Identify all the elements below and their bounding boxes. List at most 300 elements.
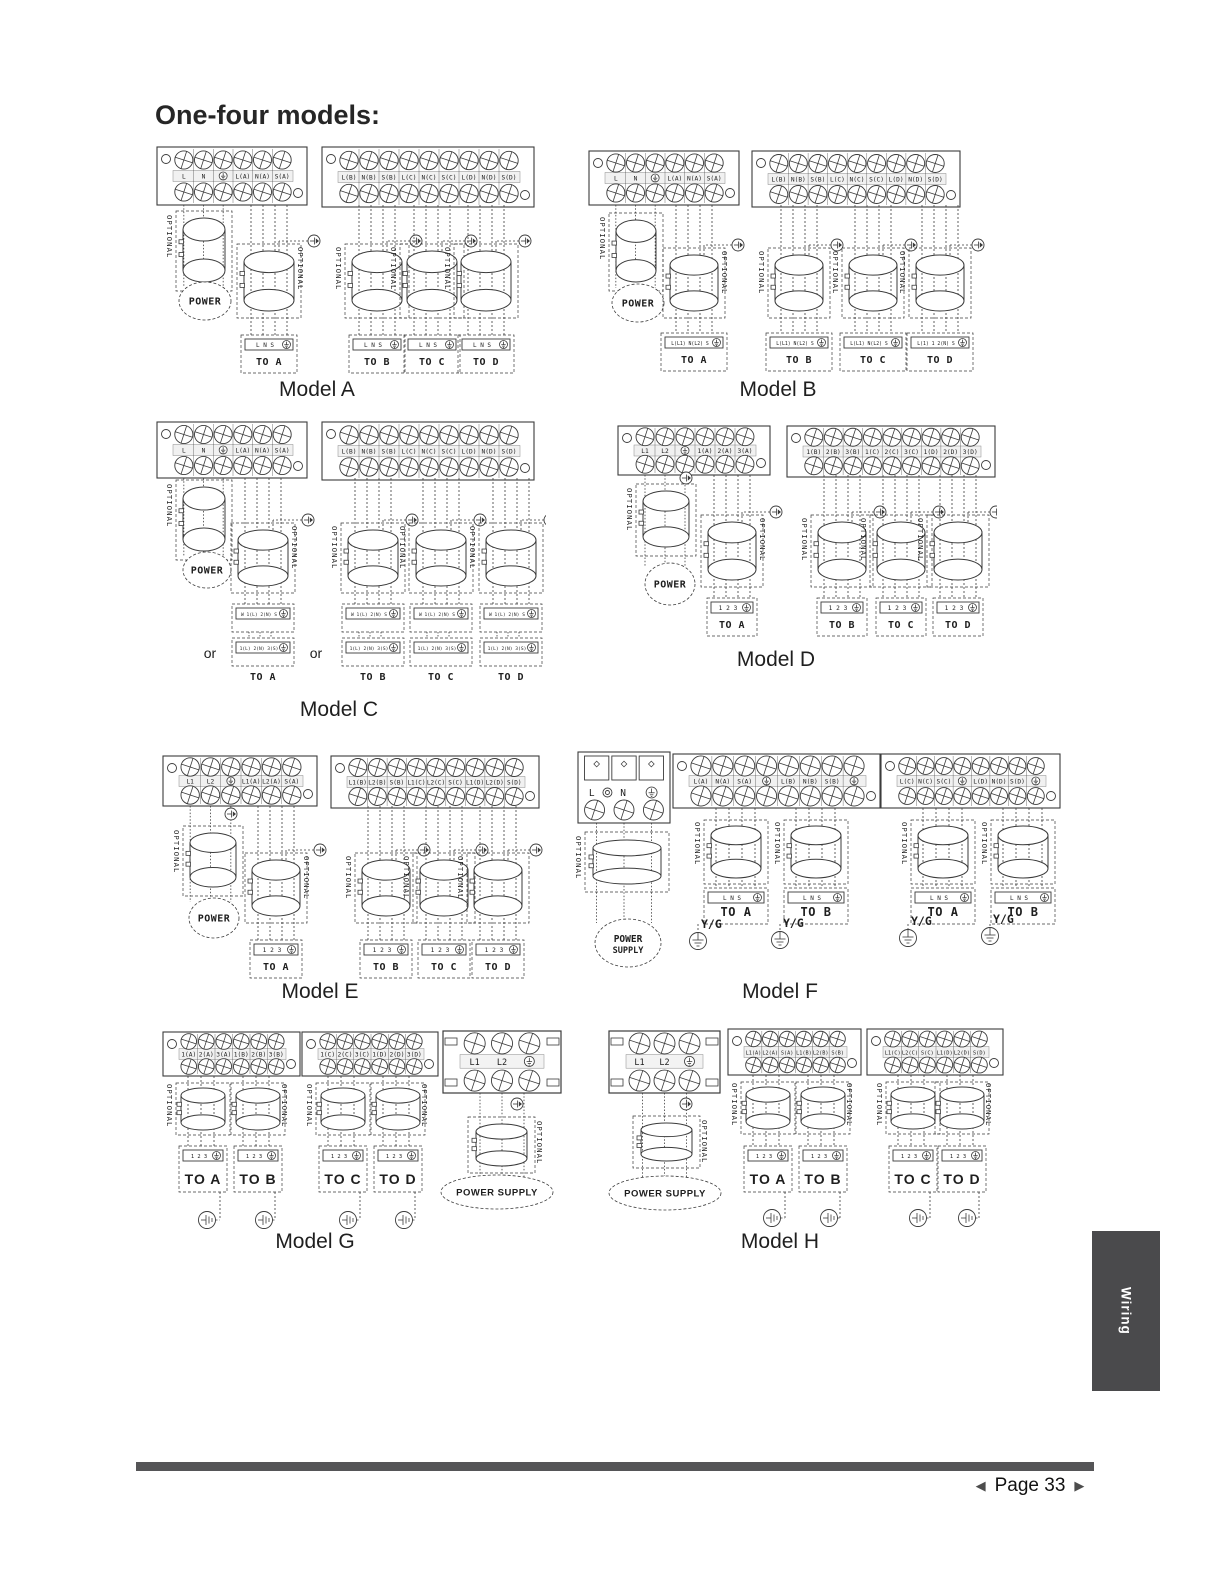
ground-icon bbox=[446, 341, 454, 349]
to-unit-label: TO A bbox=[249, 672, 277, 683]
ground-icon bbox=[961, 894, 969, 902]
to-unit-label: TO B bbox=[372, 962, 400, 973]
to-unit-label: TO B bbox=[804, 1171, 842, 1187]
strip-label: 1 2 3 bbox=[900, 1154, 918, 1161]
optional-label: OPTIONAL bbox=[165, 215, 174, 259]
indoor-unit-connector bbox=[410, 638, 472, 666]
terminal-label: L2 bbox=[659, 1058, 670, 1069]
transformer-cylinder bbox=[240, 251, 294, 311]
optional-label: OPTIONAL bbox=[693, 822, 702, 866]
power-source-label: POWER SUPPLY bbox=[624, 1188, 706, 1200]
model-b-label: Model B bbox=[739, 378, 817, 401]
transformer-cylinder bbox=[470, 860, 522, 916]
optional-label: OPTIONAL bbox=[875, 1083, 884, 1127]
to-unit-label: TO C bbox=[859, 355, 887, 366]
to-unit-label: TO B bbox=[239, 1171, 277, 1187]
terminal-label: L(D) bbox=[461, 448, 477, 456]
to-unit-label: TO A bbox=[262, 962, 290, 973]
earth-ground-icon bbox=[982, 928, 999, 945]
power-source-label: POWER bbox=[197, 913, 231, 925]
ground-icon bbox=[391, 341, 399, 349]
branch-terminal-block-ab bbox=[673, 753, 880, 808]
terminal-label: N bbox=[633, 175, 638, 183]
ground-icon bbox=[524, 1056, 534, 1066]
strip-label: 1(L) 2(N) 3(S) bbox=[487, 647, 527, 653]
model-h-label: Model H bbox=[740, 1230, 820, 1253]
ground-terminal-icon bbox=[225, 808, 237, 820]
transformer-cylinder bbox=[457, 251, 511, 311]
ground-terminal-icon bbox=[544, 514, 546, 526]
indoor-unit-connector bbox=[933, 598, 983, 636]
footer-divider bbox=[136, 1462, 1094, 1471]
terminal-label: L(C) bbox=[401, 174, 417, 182]
branch-terminal-block-ab bbox=[163, 1032, 300, 1077]
indoor-unit-connector bbox=[799, 1146, 847, 1192]
indoor-unit-connector bbox=[480, 638, 542, 666]
strip-label: 1 2 3 bbox=[718, 605, 738, 613]
power-source bbox=[609, 1176, 721, 1210]
power-source-label: POWER bbox=[653, 579, 687, 591]
branch-terminal-block bbox=[322, 422, 534, 480]
optional-label: OPTIONAL bbox=[302, 856, 311, 900]
optional-label: OPTIONAL bbox=[305, 1084, 314, 1128]
terminal-label: N(B) bbox=[361, 174, 377, 182]
ground-icon bbox=[912, 604, 920, 612]
strip-label: L N S bbox=[802, 895, 822, 903]
model-g-diagram bbox=[152, 1022, 572, 1248]
ground-terminal-icon bbox=[314, 844, 326, 856]
terminal-label: L2 bbox=[661, 448, 669, 456]
to-unit-label: TO D bbox=[497, 672, 525, 683]
terminal-label: L2(A) bbox=[762, 1050, 779, 1057]
model-e-label: Model E bbox=[281, 980, 359, 1003]
power-source-label: SUPPLY bbox=[612, 946, 644, 956]
optional-label: OPTIONAL bbox=[700, 1120, 709, 1164]
strip-label: L N S bbox=[418, 342, 438, 350]
terminal-label: 1(A) bbox=[181, 1051, 197, 1059]
terminal-label: S(D) bbox=[927, 176, 943, 184]
ground-terminal-icon bbox=[474, 514, 486, 526]
transformer-cylinder bbox=[707, 826, 761, 878]
optional-label: OPTIONAL bbox=[831, 251, 840, 295]
ground-terminal-icon bbox=[972, 239, 984, 251]
ground-icon bbox=[763, 777, 771, 785]
strip-label: L N S bbox=[363, 342, 383, 350]
strip-label: W 1(L) 2(N) S bbox=[419, 613, 455, 619]
to-unit-label: TO A bbox=[184, 1171, 222, 1187]
transformer-cylinder bbox=[666, 255, 718, 311]
ground-icon bbox=[743, 604, 751, 612]
ground-terminal-icon bbox=[732, 239, 744, 251]
branch-terminal-block-cd bbox=[881, 754, 1060, 808]
terminal-label: L2(C) bbox=[426, 779, 446, 787]
terminal-label: S(D) bbox=[506, 779, 522, 787]
terminal-label: N(D) bbox=[908, 176, 924, 184]
terminal-label: N bbox=[201, 447, 206, 455]
branch-terminal-block-cd bbox=[302, 1032, 438, 1077]
indoor-unit-connector bbox=[232, 604, 294, 632]
to-unit-label: TO C bbox=[324, 1171, 362, 1187]
terminal-label: 2(C) bbox=[337, 1051, 353, 1059]
ground-terminal-icon bbox=[530, 844, 542, 856]
optional-label: OPTIONAL bbox=[296, 247, 305, 291]
indoor-unit-connector bbox=[349, 335, 405, 373]
terminal-label: N(A) bbox=[715, 778, 731, 786]
terminal-label: N bbox=[201, 173, 206, 181]
indoor-unit-connector bbox=[744, 1146, 792, 1192]
indoor-unit-connector bbox=[817, 598, 867, 636]
next-page-icon[interactable]: ▶ bbox=[1074, 1478, 1085, 1493]
strip-label: L N S bbox=[1009, 895, 1029, 903]
indoor-unit-connector bbox=[234, 1146, 282, 1192]
main-terminal-block bbox=[163, 755, 317, 806]
transformer-cylinder bbox=[787, 826, 841, 878]
ground-icon bbox=[408, 1152, 416, 1160]
main-terminal-block bbox=[618, 425, 770, 475]
power-source-label: POWER bbox=[621, 298, 655, 310]
strip-label: 1 2 3 bbox=[430, 947, 450, 955]
indoor-unit-connector bbox=[889, 1146, 937, 1192]
terminal-label: 3(B) bbox=[845, 449, 861, 457]
strip-label: 1 2 3 bbox=[262, 947, 282, 955]
terminal-label: S(D) bbox=[1009, 778, 1025, 786]
wiring-section-tab[interactable] bbox=[1092, 1231, 1160, 1391]
transformer-cylinder bbox=[994, 826, 1048, 878]
branch-terminal-block bbox=[787, 426, 995, 477]
transformer-cylinder bbox=[234, 530, 288, 586]
power-source bbox=[179, 282, 231, 320]
ground-terminal-icon bbox=[990, 506, 997, 518]
model-c-diagram bbox=[148, 418, 546, 700]
yg-label: Y/G bbox=[701, 917, 722, 931]
terminal-label: S(B) bbox=[831, 1050, 844, 1057]
power-source bbox=[612, 284, 664, 322]
terminal-label: L2(A) bbox=[262, 778, 281, 786]
strip-label: L N S bbox=[929, 895, 949, 903]
indoor-unit-connector bbox=[458, 335, 514, 373]
strip-label: 1 2 3 bbox=[372, 947, 392, 955]
model-d-label: Model D bbox=[736, 648, 816, 671]
terminal-label: S(A) bbox=[706, 175, 722, 183]
page-title: One-four models: bbox=[155, 100, 381, 130]
ground-terminal-icon bbox=[905, 239, 917, 251]
terminal-label: L(C) bbox=[829, 176, 845, 184]
power-source bbox=[441, 1175, 553, 1209]
terminal-label: N(D) bbox=[991, 778, 1007, 786]
terminal-label: L1(B) bbox=[348, 779, 367, 787]
to-unit-label: TO B bbox=[359, 672, 387, 683]
branch-terminal-block-cd bbox=[867, 1029, 1003, 1075]
terminal-label: 1(B) bbox=[233, 1051, 249, 1059]
strip-label: L N S bbox=[722, 895, 742, 903]
ground-icon bbox=[853, 604, 861, 612]
strip-label: L(L1) N(L2) S bbox=[671, 342, 709, 348]
terminal-label: N(A) bbox=[255, 173, 270, 181]
strip-label: L(L1) N(L2) S bbox=[776, 342, 814, 348]
optional-label: OPTIONAL bbox=[758, 518, 767, 562]
terminal-label: L1 bbox=[641, 448, 649, 456]
to-unit-label: TO C bbox=[894, 1171, 932, 1187]
model-b-diagram bbox=[585, 143, 990, 381]
ground-icon bbox=[458, 610, 466, 618]
terminal-label: L1(B) bbox=[796, 1050, 812, 1057]
to-unit-label: TO B bbox=[828, 620, 856, 631]
ground-terminal-icon bbox=[770, 506, 782, 518]
terminal-label: N(C) bbox=[918, 778, 934, 786]
strip-label: 1 2 3 bbox=[484, 947, 504, 955]
optional-label: OPTIONAL bbox=[344, 856, 353, 900]
indoor-unit-connector bbox=[232, 638, 294, 666]
main-terminal-block bbox=[589, 151, 739, 205]
ground-icon bbox=[646, 787, 657, 798]
or-label: or bbox=[309, 645, 323, 661]
terminal-label: 1(A) bbox=[697, 448, 713, 456]
to-unit-label: TO A bbox=[749, 1171, 787, 1187]
terminal-label: N(B) bbox=[361, 448, 377, 456]
to-unit-label: TO D bbox=[379, 1171, 417, 1187]
optional-label: OPTIONAL bbox=[773, 822, 782, 866]
to-unit-label: TO C bbox=[427, 672, 455, 683]
earth-ground-icon bbox=[256, 1212, 273, 1229]
model-g-label: Model G bbox=[275, 1230, 355, 1253]
ground-icon bbox=[1032, 777, 1040, 785]
terminal-label: S(A) bbox=[284, 778, 300, 786]
terminal-label: N(C) bbox=[849, 176, 865, 184]
indoor-unit-connector bbox=[342, 638, 404, 666]
ground-icon bbox=[713, 339, 721, 347]
model-d-diagram bbox=[612, 418, 997, 650]
to-unit-label: TO D bbox=[926, 355, 954, 366]
terminal-label: 1(D) bbox=[923, 449, 939, 457]
transformer-cylinder bbox=[589, 840, 661, 884]
ground-terminal-icon bbox=[874, 506, 886, 518]
ground-icon bbox=[213, 1152, 221, 1160]
terminal-label: L(B) bbox=[341, 174, 357, 182]
earth-ground-icon bbox=[910, 1210, 927, 1227]
to-unit-label: TO B bbox=[1007, 905, 1039, 919]
ground-icon bbox=[390, 644, 398, 652]
optional-label: OPTIONAL bbox=[389, 247, 398, 291]
to-unit-label: TO D bbox=[944, 620, 972, 631]
strip-label: 1 2 3 bbox=[944, 605, 964, 613]
terminal-label: 1(D) bbox=[372, 1051, 388, 1059]
optional-label: OPTIONAL bbox=[402, 856, 411, 900]
indoor-unit-connector bbox=[661, 333, 727, 371]
ground-icon bbox=[510, 946, 518, 954]
optional-label: OPTIONAL bbox=[280, 1084, 289, 1128]
strip-label: 1 2 3 bbox=[190, 1154, 208, 1161]
ground-icon bbox=[651, 174, 659, 182]
optional-label: OPTIONAL bbox=[845, 1083, 854, 1127]
transformer-cylinder bbox=[912, 255, 964, 311]
terminal-label: S(C) bbox=[869, 176, 885, 184]
terminal-label: 3(A) bbox=[737, 448, 753, 456]
to-unit-label: TO B bbox=[785, 355, 813, 366]
main-terminal-block bbox=[157, 422, 307, 478]
terminal-label: N(A) bbox=[255, 447, 270, 455]
model-a-diagram bbox=[150, 143, 542, 381]
optional-label: OPTIONAL bbox=[757, 251, 766, 295]
transformer-cylinder bbox=[639, 491, 689, 547]
model-f-label: Model F bbox=[742, 980, 818, 1003]
strip-label: W 1(L) 2(N) S bbox=[351, 613, 387, 619]
optional-label: OPTIONAL bbox=[859, 518, 868, 562]
to-unit-label: TO C bbox=[430, 962, 458, 973]
terminal-label: L1(C) bbox=[407, 779, 426, 787]
transformer-cylinder bbox=[412, 530, 466, 586]
model-h-diagram bbox=[598, 1022, 1018, 1248]
earth-ground-icon bbox=[959, 1210, 976, 1227]
indoor-unit-connector bbox=[410, 604, 472, 632]
strip-label: 1 2 3 bbox=[755, 1154, 773, 1161]
optional-label: OPTIONAL bbox=[468, 526, 477, 570]
ground-icon bbox=[390, 610, 398, 618]
terminal-label: N(B) bbox=[802, 778, 818, 786]
optional-label: OPTIONAL bbox=[172, 830, 181, 874]
terminal-label: L1(D) bbox=[936, 1050, 953, 1057]
earth-ground-icon bbox=[690, 933, 707, 950]
ground-icon bbox=[353, 1152, 361, 1160]
branch-terminal-block bbox=[331, 756, 539, 808]
transformer-cylinder bbox=[472, 1124, 527, 1166]
ground-icon bbox=[280, 610, 288, 618]
optional-label: OPTIONAL bbox=[625, 488, 634, 532]
power-source bbox=[189, 898, 239, 938]
ground-icon bbox=[219, 446, 227, 454]
terminal-label: N(B) bbox=[790, 176, 806, 184]
prev-page-icon[interactable]: ◀ bbox=[975, 1478, 986, 1493]
ground-terminal-icon bbox=[680, 1098, 692, 1110]
strip-label: 1 2 3 bbox=[245, 1154, 263, 1161]
transformer-cylinder bbox=[179, 487, 225, 551]
optional-label: OPTIONAL bbox=[398, 526, 407, 570]
terminal-label: L1 bbox=[186, 778, 194, 786]
page-navigation bbox=[955, 1471, 1105, 1501]
terminal-label: S(C) bbox=[441, 448, 457, 456]
ground-terminal-icon bbox=[410, 235, 422, 247]
terminal-label: S(D) bbox=[501, 174, 517, 182]
ground-icon bbox=[833, 1152, 841, 1160]
ground-icon bbox=[268, 1152, 276, 1160]
terminal-label: L(C) bbox=[401, 448, 417, 456]
terminal-label: L(A) bbox=[693, 778, 709, 786]
terminal-label: S(C) bbox=[441, 174, 457, 182]
branch-terminal-block bbox=[752, 151, 960, 207]
strip-label: L N S bbox=[255, 342, 275, 350]
ground-icon bbox=[834, 894, 842, 902]
ground-icon bbox=[1041, 894, 1049, 902]
model-f-diagram bbox=[565, 738, 1065, 988]
ground-terminal-icon bbox=[465, 235, 477, 247]
yg-label: Y/G bbox=[911, 914, 932, 928]
earth-ground-icon bbox=[821, 1210, 838, 1227]
terminal-label: N(D) bbox=[481, 448, 497, 456]
terminal-label: L(C) bbox=[899, 778, 915, 786]
optional-label: OPTIONAL bbox=[456, 856, 465, 900]
branch-terminal-block-ab bbox=[728, 1029, 861, 1075]
wiring-tab-label: Wiring bbox=[1118, 1287, 1134, 1335]
indoor-unit-connector bbox=[766, 333, 832, 371]
ground-terminal-icon bbox=[933, 506, 945, 518]
terminal-label: L(A) bbox=[235, 173, 251, 181]
terminal-label: 2(C) bbox=[884, 449, 900, 457]
strip-label: 1 2 3 bbox=[385, 1154, 403, 1161]
optional-label: OPTIONAL bbox=[730, 1083, 739, 1127]
main-terminal-block bbox=[157, 147, 307, 205]
terminal-label: 3(C) bbox=[354, 1051, 370, 1059]
indoor-unit-connector bbox=[360, 940, 412, 978]
terminal-label: N(A) bbox=[687, 175, 702, 183]
optional-label: OPTIONAL bbox=[900, 822, 909, 866]
indoor-unit-connector bbox=[480, 604, 542, 632]
earth-ground-icon bbox=[900, 930, 917, 947]
ground-terminal-icon bbox=[308, 235, 320, 247]
power-source-label: POWER bbox=[188, 296, 222, 308]
strip-label: 1 2 3 bbox=[330, 1154, 348, 1161]
optional-label: OPTIONAL bbox=[443, 247, 452, 291]
terminal-label: 3(C) bbox=[904, 449, 920, 457]
terminal-label: 1(C) bbox=[320, 1051, 336, 1059]
to-unit-label: TO B bbox=[363, 357, 391, 368]
terminal-label: S(C) bbox=[936, 778, 952, 786]
terminal-label: 3(B) bbox=[268, 1051, 284, 1059]
optional-label: OPTIONAL bbox=[984, 1083, 993, 1127]
ground-icon bbox=[681, 447, 689, 455]
indoor-unit-connector bbox=[319, 1146, 367, 1192]
to-unit-label: TO D bbox=[472, 357, 500, 368]
terminal-label: L(D) bbox=[973, 778, 989, 786]
terminal-label: N(C) bbox=[421, 448, 437, 456]
terminal-label: 3(D) bbox=[962, 449, 978, 457]
optional-label: OPTIONAL bbox=[420, 1084, 429, 1128]
terminal-label: L(B) bbox=[780, 778, 796, 786]
ground-terminal-icon bbox=[831, 239, 843, 251]
ground-icon bbox=[778, 1152, 786, 1160]
optional-label: OPTIONAL bbox=[574, 836, 583, 880]
strip-label: 1 2 3 bbox=[828, 605, 848, 613]
to-unit-label: TO D bbox=[484, 962, 512, 973]
terminal-label: S(A) bbox=[737, 778, 753, 786]
terminal-label: L2 bbox=[496, 1058, 508, 1069]
terminal-label: L1(C) bbox=[884, 1050, 901, 1057]
terminal-label: S(B) bbox=[389, 779, 405, 787]
strip-label: L(1) 1 2(N) S bbox=[917, 342, 955, 348]
terminal-label: S(D) bbox=[972, 1050, 986, 1057]
transformer-cylinder bbox=[914, 826, 968, 878]
or-label: or bbox=[203, 645, 217, 661]
power-source-label: POWER bbox=[613, 934, 643, 945]
power-terminal-block bbox=[578, 752, 670, 823]
to-unit-label: TO A bbox=[927, 905, 959, 919]
terminal-label: L(B) bbox=[771, 176, 787, 184]
indoor-unit-connector bbox=[418, 940, 470, 978]
terminal-label: N(C) bbox=[421, 174, 437, 182]
strip-label: L(L1) N(L2) S bbox=[850, 342, 888, 348]
terminal-label: L(B) bbox=[341, 448, 357, 456]
optional-label: OPTIONAL bbox=[165, 484, 174, 528]
transformer-cylinder bbox=[186, 833, 236, 887]
to-unit-label: TO B bbox=[800, 905, 832, 919]
model-e-diagram bbox=[153, 742, 545, 984]
ground-icon bbox=[280, 644, 288, 652]
ground-icon bbox=[398, 946, 406, 954]
ground-icon bbox=[456, 946, 464, 954]
optional-label: OPTIONAL bbox=[334, 247, 343, 291]
strip-label: L N S bbox=[472, 342, 492, 350]
terminal-label: 2(B) bbox=[825, 449, 841, 457]
terminal-label: 3(D) bbox=[406, 1051, 422, 1059]
to-unit-label: TO C bbox=[418, 357, 446, 368]
